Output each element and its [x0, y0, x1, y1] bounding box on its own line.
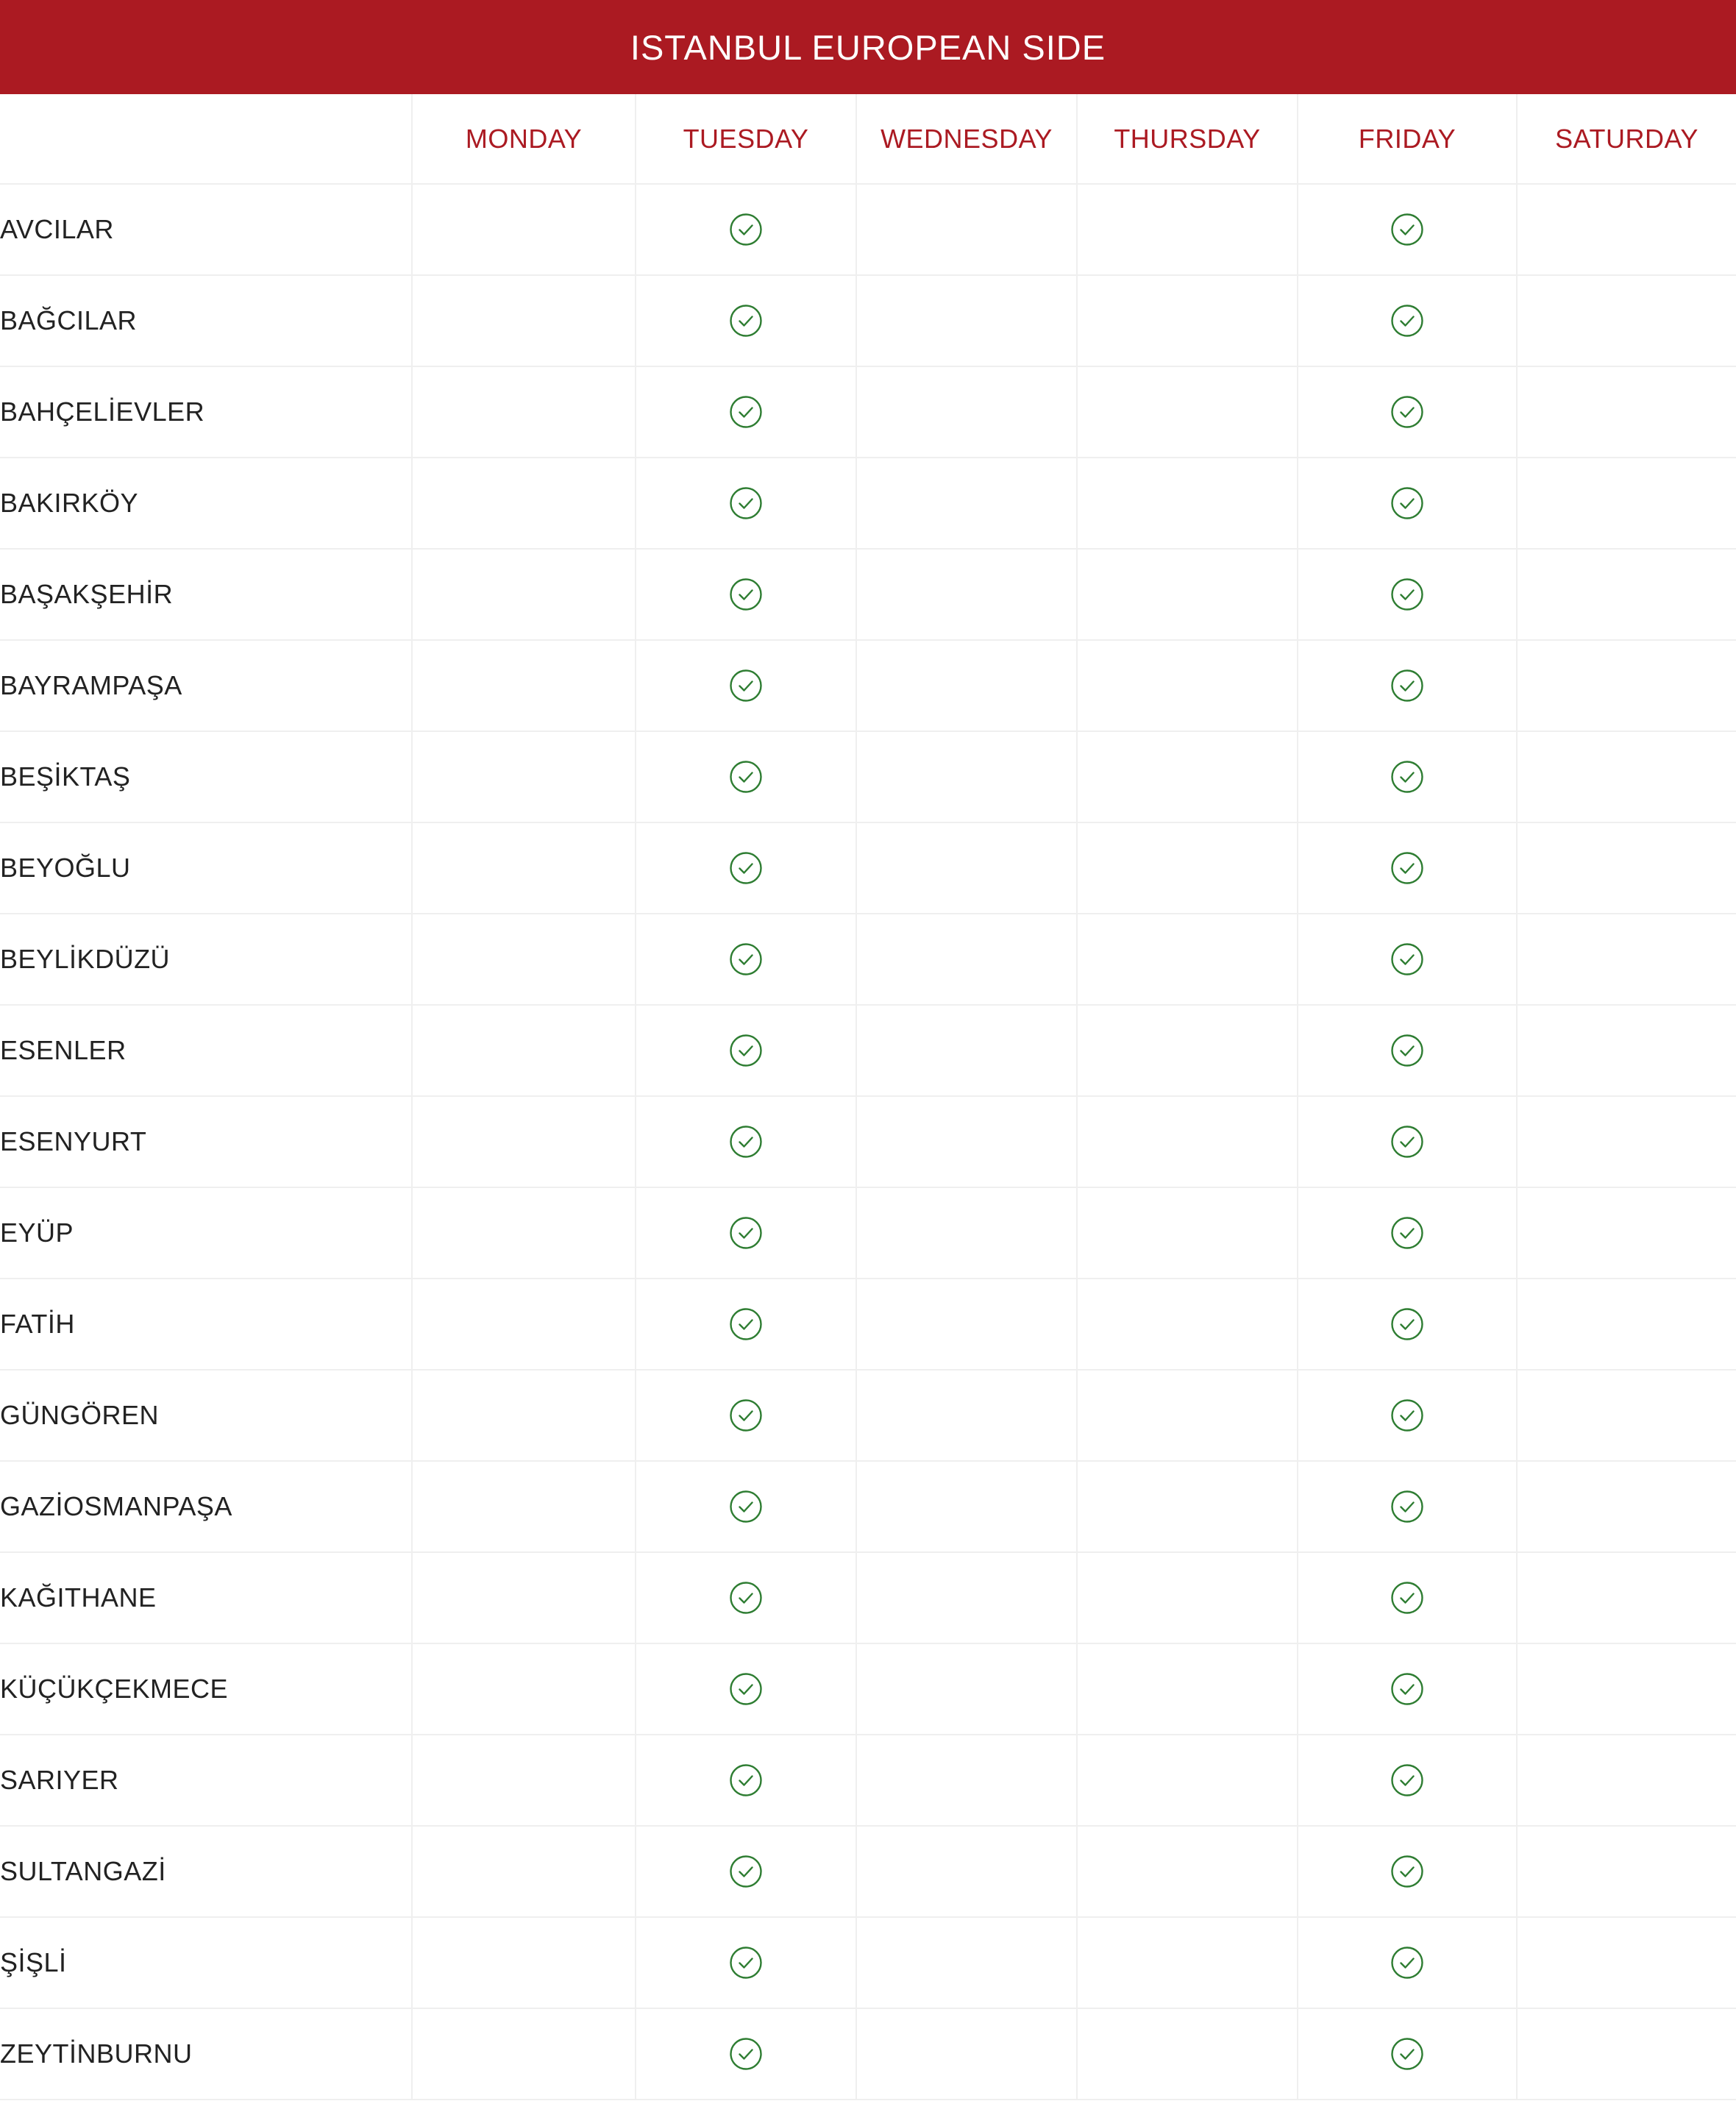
cell-saturday	[1517, 1826, 1736, 1917]
table-row	[0, 549, 1736, 640]
schedule-title: ISTANBUL EUROPEAN SIDE	[630, 27, 1106, 67]
cell-monday	[412, 1370, 636, 1461]
cell-friday	[1298, 1096, 1517, 1187]
cell-friday	[1298, 366, 1517, 458]
cell-friday	[1298, 1735, 1517, 1826]
check-circle-icon	[729, 851, 763, 885]
check-circle-icon	[729, 1490, 763, 1524]
cell-wednesday	[856, 1187, 1077, 1279]
cell-thursday	[1077, 1279, 1298, 1370]
check-circle-icon	[1390, 1855, 1424, 1888]
cell-friday	[1298, 1005, 1517, 1096]
cell-friday	[1298, 1370, 1517, 1461]
table-row	[0, 1643, 1736, 1735]
check-circle-icon	[1390, 942, 1424, 976]
cell-thursday	[1077, 1735, 1298, 1826]
cell-wednesday	[856, 549, 1077, 640]
day-header-friday: FRIDAY	[1298, 94, 1517, 184]
cell-thursday	[1077, 1461, 1298, 1552]
cell-tuesday	[636, 366, 856, 458]
check-circle-icon	[729, 1398, 763, 1432]
district-name: KAĞITHANE	[0, 1552, 412, 1643]
cell-monday	[412, 822, 636, 914]
cell-wednesday	[856, 1826, 1077, 1917]
district-name: ESENYURT	[0, 1096, 412, 1187]
cell-thursday	[1077, 914, 1298, 1005]
table-row	[0, 1096, 1736, 1187]
cell-thursday	[1077, 458, 1298, 549]
cell-wednesday	[856, 640, 1077, 731]
check-circle-icon	[729, 486, 763, 520]
cell-saturday	[1517, 1370, 1736, 1461]
cell-thursday	[1077, 822, 1298, 914]
cell-tuesday	[636, 822, 856, 914]
table-row	[0, 2008, 1736, 2100]
cell-wednesday	[856, 822, 1077, 914]
check-circle-icon	[1390, 851, 1424, 885]
table-row	[0, 1735, 1736, 1826]
district-name: GAZİOSMANPAŞA	[0, 1461, 412, 1552]
table-row	[0, 1370, 1736, 1461]
check-circle-icon	[1390, 1125, 1424, 1159]
cell-saturday	[1517, 275, 1736, 366]
table-row	[0, 1279, 1736, 1370]
cell-saturday	[1517, 1187, 1736, 1279]
cell-tuesday	[636, 640, 856, 731]
cell-thursday	[1077, 640, 1298, 731]
table-row	[0, 1461, 1736, 1552]
table-row	[0, 822, 1736, 914]
cell-monday	[412, 184, 636, 275]
district-name: BAŞAKŞEHİR	[0, 549, 412, 640]
cell-monday	[412, 1643, 636, 1735]
cell-friday	[1298, 914, 1517, 1005]
district-name: SULTANGAZİ	[0, 1826, 412, 1917]
cell-wednesday	[856, 914, 1077, 1005]
check-circle-icon	[729, 1855, 763, 1888]
cell-friday	[1298, 2008, 1517, 2100]
cell-saturday	[1517, 1461, 1736, 1552]
table-row	[0, 458, 1736, 549]
cell-monday	[412, 549, 636, 640]
cell-tuesday	[636, 1735, 856, 1826]
check-circle-icon	[1390, 213, 1424, 246]
table-row	[0, 640, 1736, 731]
cell-friday	[1298, 1187, 1517, 1279]
table-row	[0, 1187, 1736, 1279]
district-name: BAYRAMPAŞA	[0, 640, 412, 731]
check-circle-icon	[1390, 1307, 1424, 1341]
cell-tuesday	[636, 1370, 856, 1461]
cell-tuesday	[636, 549, 856, 640]
schedule-title-banner	[0, 0, 1736, 94]
cell-monday	[412, 1826, 636, 1917]
cell-tuesday	[636, 1643, 856, 1735]
cell-monday	[412, 1735, 636, 1826]
district-header-cell	[0, 94, 412, 184]
district-name: SARIYER	[0, 1735, 412, 1826]
cell-thursday	[1077, 2008, 1298, 2100]
cell-saturday	[1517, 366, 1736, 458]
district-name: GÜNGÖREN	[0, 1370, 412, 1461]
cell-saturday	[1517, 731, 1736, 822]
cell-wednesday	[856, 275, 1077, 366]
district-name: BEYLİKDÜZÜ	[0, 914, 412, 1005]
check-circle-icon	[1390, 395, 1424, 429]
cell-wednesday	[856, 1279, 1077, 1370]
cell-monday	[412, 275, 636, 366]
district-name: AVCILAR	[0, 184, 412, 275]
cell-wednesday	[856, 1005, 1077, 1096]
cell-monday	[412, 914, 636, 1005]
cell-tuesday	[636, 914, 856, 1005]
check-circle-icon	[1390, 1034, 1424, 1067]
check-circle-icon	[729, 942, 763, 976]
cell-monday	[412, 366, 636, 458]
cell-monday	[412, 1552, 636, 1643]
check-circle-icon	[729, 1125, 763, 1159]
cell-monday	[412, 1279, 636, 1370]
cell-thursday	[1077, 1187, 1298, 1279]
day-header-thursday: THURSDAY	[1077, 94, 1298, 184]
cell-thursday	[1077, 275, 1298, 366]
cell-friday	[1298, 1279, 1517, 1370]
cell-tuesday	[636, 275, 856, 366]
district-name: BAKIRKÖY	[0, 458, 412, 549]
cell-saturday	[1517, 2008, 1736, 2100]
cell-tuesday	[636, 184, 856, 275]
cell-friday	[1298, 1643, 1517, 1735]
cell-saturday	[1517, 1917, 1736, 2008]
district-name: BAĞCILAR	[0, 275, 412, 366]
cell-wednesday	[856, 366, 1077, 458]
cell-saturday	[1517, 1279, 1736, 1370]
cell-wednesday	[856, 458, 1077, 549]
check-circle-icon	[1390, 1490, 1424, 1524]
district-name: ESENLER	[0, 1005, 412, 1096]
district-name: EYÜP	[0, 1187, 412, 1279]
table-row	[0, 1005, 1736, 1096]
cell-wednesday	[856, 184, 1077, 275]
day-header-row	[0, 94, 1736, 184]
cell-saturday	[1517, 640, 1736, 731]
cell-tuesday	[636, 458, 856, 549]
check-circle-icon	[1390, 760, 1424, 794]
cell-wednesday	[856, 1552, 1077, 1643]
cell-tuesday	[636, 1552, 856, 1643]
cell-tuesday	[636, 2008, 856, 2100]
cell-wednesday	[856, 731, 1077, 822]
cell-wednesday	[856, 1096, 1077, 1187]
day-header-saturday: SATURDAY	[1517, 94, 1736, 184]
table-row	[0, 914, 1736, 1005]
check-circle-icon	[1390, 304, 1424, 338]
cell-saturday	[1517, 1735, 1736, 1826]
cell-friday	[1298, 1826, 1517, 1917]
cell-thursday	[1077, 1552, 1298, 1643]
cell-friday	[1298, 275, 1517, 366]
table-row	[0, 184, 1736, 275]
cell-saturday	[1517, 1005, 1736, 1096]
table-row	[0, 731, 1736, 822]
check-circle-icon	[729, 395, 763, 429]
cell-saturday	[1517, 1643, 1736, 1735]
cell-wednesday	[856, 1917, 1077, 2008]
cell-monday	[412, 1917, 636, 2008]
cell-monday	[412, 1187, 636, 1279]
check-circle-icon	[1390, 486, 1424, 520]
check-circle-icon	[729, 577, 763, 611]
cell-friday	[1298, 1917, 1517, 2008]
cell-saturday	[1517, 1552, 1736, 1643]
cell-thursday	[1077, 366, 1298, 458]
check-circle-icon	[729, 1581, 763, 1615]
check-circle-icon	[1390, 1581, 1424, 1615]
cell-tuesday	[636, 1461, 856, 1552]
district-name: BEŞİKTAŞ	[0, 731, 412, 822]
cell-monday	[412, 1461, 636, 1552]
cell-thursday	[1077, 1826, 1298, 1917]
delivery-schedule-table	[0, 94, 1736, 2100]
cell-thursday	[1077, 549, 1298, 640]
check-circle-icon	[729, 1307, 763, 1341]
table-row	[0, 366, 1736, 458]
cell-saturday	[1517, 184, 1736, 275]
cell-monday	[412, 1096, 636, 1187]
cell-tuesday	[636, 1096, 856, 1187]
cell-tuesday	[636, 1187, 856, 1279]
day-header-tuesday: TUESDAY	[636, 94, 856, 184]
cell-saturday	[1517, 1096, 1736, 1187]
cell-thursday	[1077, 1005, 1298, 1096]
check-circle-icon	[729, 1763, 763, 1797]
district-name: ZEYTİNBURNU	[0, 2008, 412, 2100]
check-circle-icon	[1390, 1946, 1424, 1980]
cell-monday	[412, 458, 636, 549]
district-name: FATİH	[0, 1279, 412, 1370]
cell-friday	[1298, 549, 1517, 640]
cell-friday	[1298, 458, 1517, 549]
check-circle-icon	[729, 760, 763, 794]
check-circle-icon	[1390, 577, 1424, 611]
cell-saturday	[1517, 458, 1736, 549]
table-row	[0, 275, 1736, 366]
check-circle-icon	[729, 213, 763, 246]
check-circle-icon	[729, 2037, 763, 2071]
day-header-monday: MONDAY	[412, 94, 636, 184]
cell-friday	[1298, 1461, 1517, 1552]
cell-wednesday	[856, 1370, 1077, 1461]
table-row	[0, 1552, 1736, 1643]
cell-saturday	[1517, 549, 1736, 640]
cell-wednesday	[856, 1643, 1077, 1735]
cell-saturday	[1517, 914, 1736, 1005]
cell-thursday	[1077, 731, 1298, 822]
check-circle-icon	[729, 304, 763, 338]
cell-tuesday	[636, 1917, 856, 2008]
cell-thursday	[1077, 1370, 1298, 1461]
table-row	[0, 1917, 1736, 2008]
district-name: BEYOĞLU	[0, 822, 412, 914]
cell-monday	[412, 640, 636, 731]
cell-friday	[1298, 640, 1517, 731]
cell-tuesday	[636, 731, 856, 822]
cell-friday	[1298, 822, 1517, 914]
table-row	[0, 1826, 1736, 1917]
cell-monday	[412, 2008, 636, 2100]
cell-monday	[412, 731, 636, 822]
cell-saturday	[1517, 822, 1736, 914]
cell-thursday	[1077, 184, 1298, 275]
check-circle-icon	[1390, 1672, 1424, 1706]
cell-wednesday	[856, 1461, 1077, 1552]
district-name: ŞİŞLİ	[0, 1917, 412, 2008]
cell-thursday	[1077, 1917, 1298, 2008]
check-circle-icon	[729, 1946, 763, 1980]
schedule-body	[0, 184, 1736, 2100]
cell-wednesday	[856, 1735, 1077, 1826]
cell-tuesday	[636, 1826, 856, 1917]
cell-friday	[1298, 1552, 1517, 1643]
check-circle-icon	[1390, 1216, 1424, 1250]
district-name: BAHÇELİEVLER	[0, 366, 412, 458]
cell-thursday	[1077, 1096, 1298, 1187]
day-header-wednesday: WEDNESDAY	[856, 94, 1077, 184]
cell-wednesday	[856, 2008, 1077, 2100]
check-circle-icon	[1390, 2037, 1424, 2071]
check-circle-icon	[729, 669, 763, 703]
check-circle-icon	[1390, 1398, 1424, 1432]
cell-tuesday	[636, 1005, 856, 1096]
district-name: KÜÇÜKÇEKMECE	[0, 1643, 412, 1735]
check-circle-icon	[1390, 1763, 1424, 1797]
cell-friday	[1298, 731, 1517, 822]
check-circle-icon	[729, 1216, 763, 1250]
cell-friday	[1298, 184, 1517, 275]
cell-thursday	[1077, 1643, 1298, 1735]
cell-monday	[412, 1005, 636, 1096]
check-circle-icon	[729, 1672, 763, 1706]
cell-tuesday	[636, 1279, 856, 1370]
check-circle-icon	[729, 1034, 763, 1067]
check-circle-icon	[1390, 669, 1424, 703]
